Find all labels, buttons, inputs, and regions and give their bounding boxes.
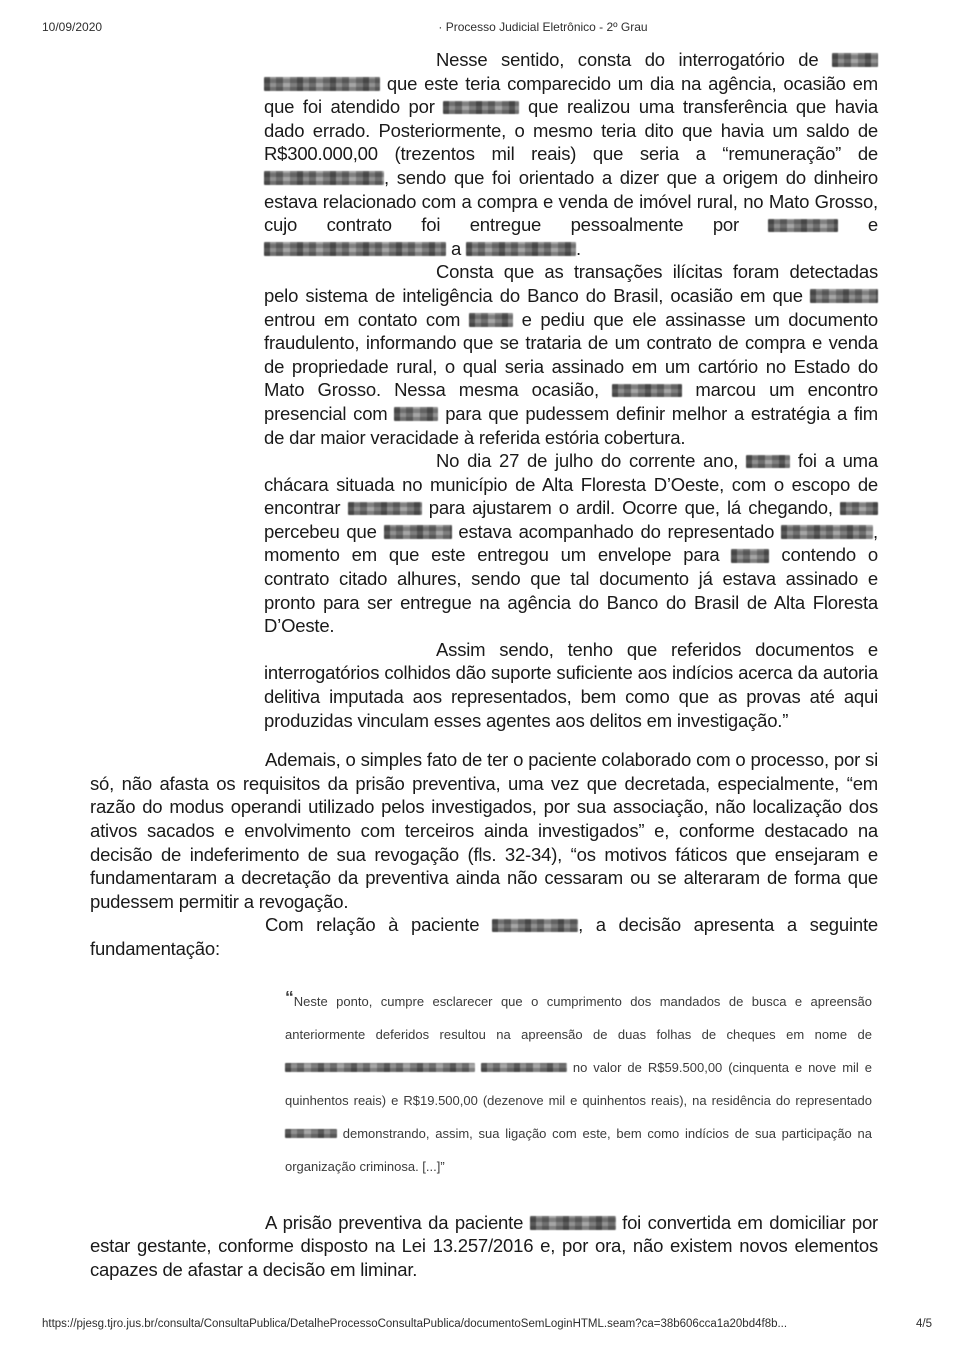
- excerpt-opening-quote: “: [285, 986, 294, 1007]
- redaction: [612, 384, 682, 398]
- redaction: [746, 455, 790, 469]
- redaction: [810, 289, 878, 303]
- paragraph: Com relação à paciente , a decisão apresenta a seguinte fundamentação:: [90, 914, 878, 959]
- redaction: [264, 77, 380, 91]
- redaction: [394, 407, 438, 421]
- redaction: [348, 502, 422, 516]
- page-footer: [42, 1318, 932, 1330]
- page-header: [42, 20, 918, 38]
- redaction: [466, 242, 576, 256]
- redaction: [832, 53, 878, 67]
- footer-url: https://pjesg.tjro.jus.br/consulta/ConsultaPublica/DetalheProcessoConsultaPublica/documentoSemLoginHTML.seam?ca=38b606cca1a20bd4f8b...: [42, 1318, 788, 1330]
- header-date: 10/09/2020: [42, 20, 103, 34]
- redaction: [781, 525, 873, 539]
- redaction: [384, 525, 452, 539]
- paragraph: Consta que as transações ilícitas foram detectadas pelo sistema de inteligência do Banco do Brasil, ocasião em que entrou em contato com e pediu que ele assinasse um documento fraudulento, informando que se trataria de um contrato de compra e venda de propriedade rural, o qual seria assinado em um cartório no Estado do Mato Grosso. Nessa mesma ocasião, marcou um encontro presencial com para que pudessem definir melhor a estratégia a fim de dar maior veracidade à referida estória cobertura.: [264, 261, 878, 448]
- redaction: [731, 549, 769, 563]
- paragraph: Ademais, o simples fato de ter o paciente colaborado com o processo, por si só, não afasta os requisitos da prisão preventiva, uma vez que decretada, especialmente, “em razão do modus operandi utilizado pelos investigados, por sua associação, não localização dos ativos sacados e envolvimento com terceiros ainda investigados” e, conforme destacado na decisão de indeferimento de sua revogação (fls. 32-34), “os motivos fáticos que ensejaram e fundamentaram a decretação da preventiva ainda não cessaram ou se alteraram de forma que pudessem permitir a revogação.: [90, 749, 878, 912]
- redaction: [768, 219, 838, 233]
- paragraph: “Neste ponto, cumpre esclarecer que o cumprimento dos mandados de busca e apreensão anteriormente deferidos resultou na apreensão de duas folhas de cheques em nome de no valor de R$59.500,00 (cinquenta e nove mil e quinhentos reais) e R$19.500,00 (dezenove mil e quinhentos reais), na residência do representado demonstrando, assim, sua ligação com este, bem como indícios de sua participação na organização criminosa. [...]”: [285, 986, 872, 1174]
- redaction: [492, 919, 578, 933]
- header-title: · Processo Judicial Eletrônico - 2º Grau: [438, 20, 648, 34]
- redaction: [443, 101, 519, 115]
- redaction: [840, 502, 878, 516]
- paragraph: Nesse sentido, consta do interrogatório de que este teria comparecido um dia na agência, ocasião em que foi atendido por que realizou uma transferência que havia dado errado. Posteriormente, o mesmo teria dito que havia um saldo de R$300.000,00 (trezentos mil reais) que seria a “remuneração” de , sendo que foi orientado a dizer que a origem do dinheiro estava relacionado com a compra e venda de imóvel rural, no Mato Grosso, cujo contrato foi entregue pessoalmente por e a .: [264, 49, 878, 259]
- redaction: [530, 1216, 616, 1230]
- redaction: [469, 313, 513, 327]
- document-body: [90, 48, 878, 1281]
- redaction: [264, 242, 446, 256]
- paragraph: A prisão preventiva da paciente foi convertida em domiciliar por estar gestante, conforme disposto na Lei 13.257/2016 e, por ora, não existem novos elementos capazes de afastar a decisão em liminar.: [90, 1211, 878, 1280]
- redaction: [481, 1063, 567, 1073]
- footer-page-number: 4/5: [916, 1318, 932, 1330]
- redaction: [285, 1063, 475, 1073]
- paragraph: Assim sendo, tenho que referidos documentos e interrogatórios colhidos dão suporte suficiente aos indícios acerca da autoria delitiva imputada aos representados, bem como que as provas até aqui produzidas vinculam esses agentes aos delitos em investigação.”: [264, 638, 878, 731]
- paragraph: No dia 27 de julho do corrente ano, foi a uma chácara situada no município de Alta Floresta D’Oeste, com o escopo de encontrar para ajustarem o ardil. Ocorre que, lá chegando, percebeu que estava acompanhado do representado , momento em que este entregou um envelope para contendo o contrato citado alhures, sendo que tal documento já estava assinado e pronto para ser entregue na agência do Banco do Brasil de Alta Floresta D’Oeste.: [264, 450, 878, 637]
- redaction: [285, 1129, 337, 1139]
- redaction: [264, 171, 384, 185]
